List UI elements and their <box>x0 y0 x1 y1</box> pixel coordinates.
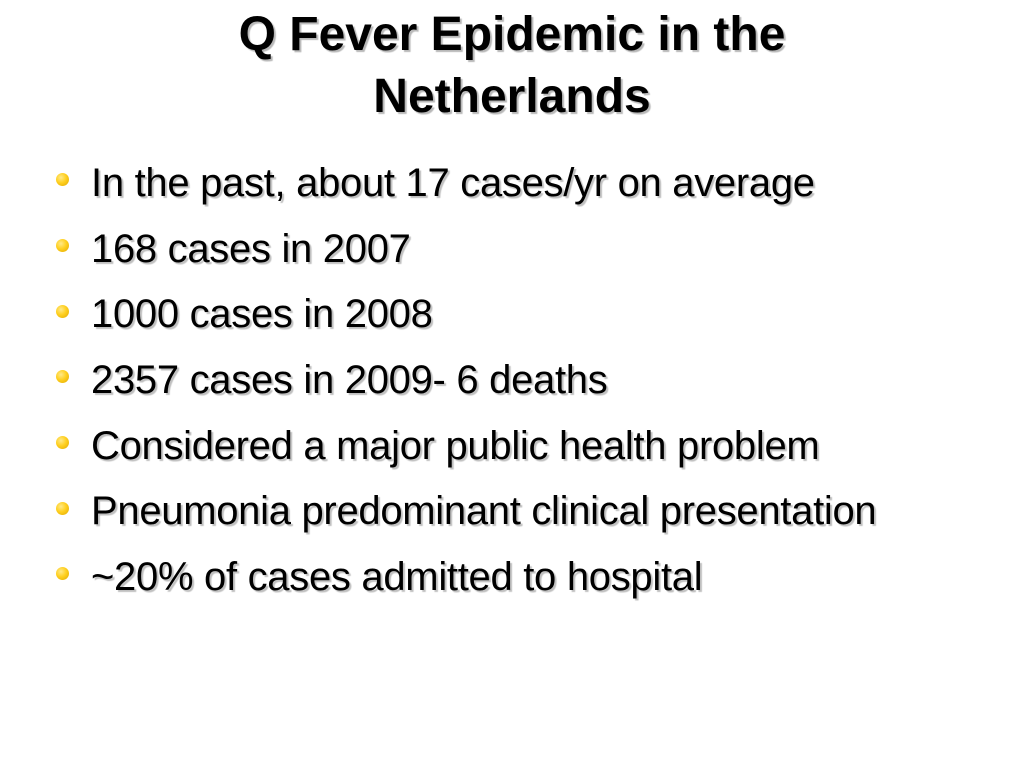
slide-title-line-1: Q Fever Epidemic in the <box>238 8 786 61</box>
slide-title <box>0 4 1024 128</box>
slide-title-line-2: Netherlands <box>373 70 651 123</box>
bullet-dot-icon <box>56 239 69 252</box>
bullet-item <box>56 216 1016 282</box>
bullet-item <box>56 478 1016 544</box>
bullet-text: 168 cases in 2007 <box>91 226 411 271</box>
bullet-item <box>56 281 1016 347</box>
bullet-text: 2357 cases in 2009- 6 deaths <box>91 357 608 402</box>
bullet-item <box>56 347 1016 413</box>
bullet-dot-icon <box>56 173 69 186</box>
bullet-dot-icon <box>56 305 69 318</box>
bullet-text: ~20% of cases admitted to hospital <box>91 554 703 599</box>
bullet-dot-icon <box>56 436 69 449</box>
bullet-item <box>56 544 1016 610</box>
bullet-item <box>56 150 1016 216</box>
bullet-text: Pneumonia predominant clinical presentation <box>91 489 877 534</box>
bullet-item <box>56 413 1016 479</box>
bullet-list <box>56 150 1016 610</box>
bullet-text: In the past, about 17 cases/yr on average <box>91 160 815 205</box>
bullet-text: 1000 cases in 2008 <box>91 292 433 337</box>
bullet-dot-icon <box>56 502 69 515</box>
bullet-text: Considered a major public health problem <box>91 423 820 468</box>
bullet-dot-icon <box>56 567 69 580</box>
bullet-dot-icon <box>56 370 69 383</box>
